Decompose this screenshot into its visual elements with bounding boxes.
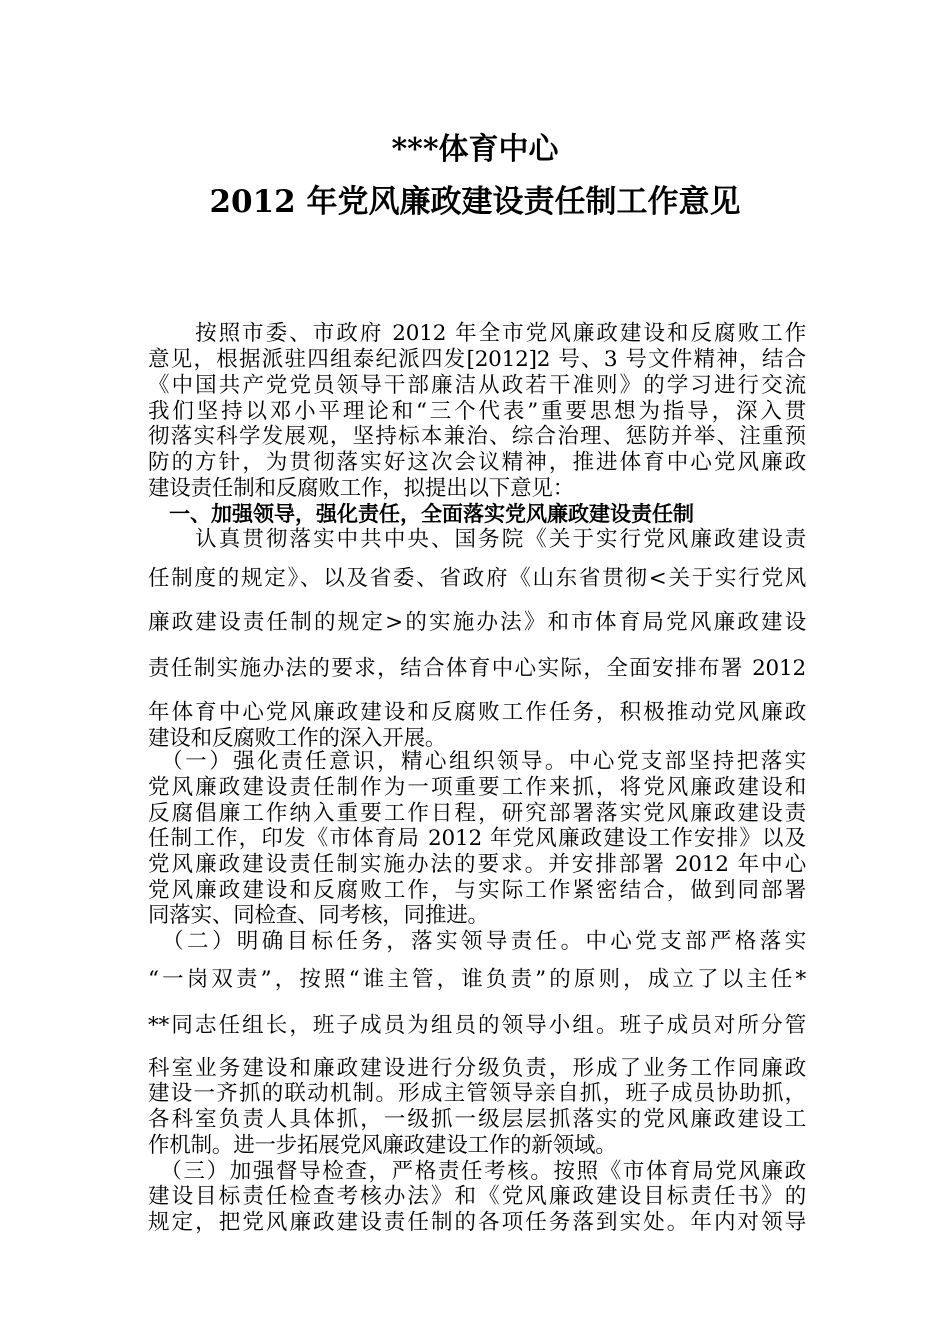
body-text-line: “一岗双责”，按照“谁主管，谁负责”的原则，成立了以主任* (148, 967, 806, 992)
body-text-line: 党风廉政建设责任制作为一项重要工作来抓，将党风廉政建设和 (148, 775, 806, 800)
body-text-line: 年体育中心党风廉政建设和反腐败工作任务，积极推动党风廉政 (148, 700, 806, 725)
body-text-line: 按照市委、市政府 2012 年全市党风廉政建设和反腐败工作 (148, 321, 806, 346)
body-text-line: 认真贯彻落实中共中央、国务院《关于实行党风廉政建设责 (148, 527, 806, 552)
section-heading: 一、加强领导，强化责任，全面落实党风廉政建设责任制 (148, 501, 694, 526)
body-text-line: 意见，根据派驻四组泰纪派四发[2012]2 号、3 号文件精神，结合 (148, 347, 806, 372)
body-text-line: 同落实、同检查、同考核，同推进。 (148, 903, 489, 928)
body-text-line: （二）明确目标任务，落实领导责任。中心党支部严格落实 (148, 929, 806, 954)
body-text-line: 反腐倡廉工作纳入重要工作日程，研究部署落实党风廉政建设责 (148, 801, 806, 826)
body-text-line: 建设责任制和反腐败工作，拟提出以下意见： (148, 476, 575, 501)
body-text-line: 任制工作，印发《市体育局 2012 年党风廉政建设工作安排》以及 (148, 826, 806, 851)
body-text-line: （三）加强督导检查，严格责任考核。按照《市体育局党风廉政 (148, 1159, 806, 1184)
body-text-line: （一）强化责任意识，精心组织领导。中心党支部坚持把落实 (148, 749, 806, 774)
body-text-line: 作机制。进一步拓展党风廉政建设工作的新领域。 (148, 1133, 617, 1158)
body-text-line: 党风廉政建设责任制实施办法的要求。并安排部署 2012 年中心 (148, 852, 806, 877)
body-text-line: 建设目标责任检查考核办法》和《党风廉政建设目标责任书》的 (148, 1184, 806, 1209)
body-text-line: 彻落实科学发展观，坚持标本兼治、综合治理、惩防并举、注重预 (148, 424, 806, 449)
body-text-line: 责任制实施办法的要求，结合体育中心实际，全面安排布署 2012 (148, 656, 806, 681)
document-title-line2: 2012 年党风廉政建设责任制工作意见 (209, 184, 741, 220)
body-text-line: 防的方针，为贯彻落实好这次会议精神，推进体育中心党风廉政 (148, 450, 806, 475)
body-text-line: 建设一齐抓的联动机制。形成主管领导亲自抓，班子成员协助抓， (148, 1081, 806, 1106)
body-text-line: 我们坚持以邓小平理论和“三个代表”重要思想为指导，深入贯 (148, 399, 806, 424)
body-text-line: 任制度的规定》、以及省委、省政府《山东省贯彻<关于实行党风 (148, 566, 806, 591)
body-text-line: 《中国共产党党员领导干部廉洁从政若干准则》的学习进行交流 (148, 373, 806, 398)
body-text-line: 党风廉政建设和反腐败工作，与实际工作紧密结合，做到同部署 (148, 878, 806, 903)
body-text-line: 各科室负责人具体抓，一级抓一级层层抓落实的党风廉政建设工 (148, 1107, 806, 1132)
body-text-line: 建设和反腐败工作的深入开展。 (148, 726, 447, 751)
body-text-line: 科室业务建设和廉政建设进行分级负责，形成了业务工作同廉政 (148, 1056, 806, 1081)
body-text-line: 廉政建设责任制的规定>的实施办法》和市体育局党风廉政建设 (148, 610, 806, 635)
body-text-line: 规定，把党风廉政建设责任制的各项任务落到实处。年内对领导 (148, 1210, 806, 1235)
document-title-line1: ***体育中心 (391, 132, 559, 167)
body-text-line: **同志任组长，班子成员为组员的领导小组。班子成员对所分管 (148, 1013, 806, 1038)
